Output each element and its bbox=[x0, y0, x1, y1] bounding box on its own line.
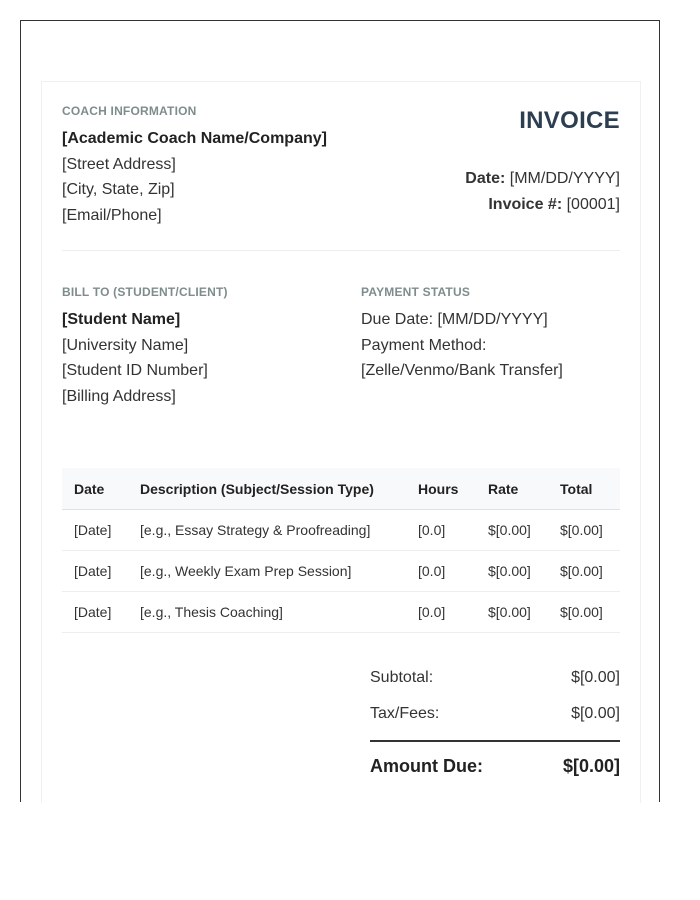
amount-due-label: Amount Due: bbox=[370, 756, 483, 776]
table-row bbox=[62, 510, 620, 551]
invoice-date-label: Date: bbox=[465, 170, 506, 187]
invoice-date bbox=[465, 166, 620, 192]
payment-status-section-label: PAYMENT STATUS bbox=[361, 285, 471, 299]
payment-method-value: [Zelle/Venmo/Bank Transfer] bbox=[361, 362, 563, 380]
invoice-number-value: [00001] bbox=[566, 196, 620, 213]
billing-section bbox=[62, 251, 620, 447]
cell-hours: [0.0] bbox=[406, 551, 476, 592]
table-header-row bbox=[62, 468, 620, 510]
tax-label: Tax/Fees: bbox=[370, 705, 440, 722]
due-date: Due Date: [MM/DD/YYYY] bbox=[361, 311, 548, 328]
invoice-content bbox=[62, 102, 620, 776]
billing-address: [Billing Address] bbox=[62, 387, 176, 405]
payment-status bbox=[361, 285, 563, 384]
university-name: [University Name] bbox=[62, 336, 189, 354]
cell-total: $[0.00] bbox=[548, 551, 620, 592]
coach-city: [City, State, Zip] bbox=[62, 181, 175, 199]
amount-due-row bbox=[370, 754, 620, 778]
column-header-total: Total bbox=[548, 468, 620, 510]
cell-description: [e.g., Thesis Coaching] bbox=[128, 592, 406, 633]
column-header-rate: Rate bbox=[476, 468, 548, 510]
invoice-date-value: [MM/DD/YYYY] bbox=[509, 170, 620, 187]
amount-due-divider bbox=[370, 740, 620, 778]
cell-description: [e.g., Weekly Exam Prep Session] bbox=[128, 551, 406, 592]
cell-rate: $[0.00] bbox=[476, 510, 548, 551]
column-header-hours: Hours bbox=[406, 468, 476, 510]
cell-description: [e.g., Essay Strategy & Proofreading] bbox=[128, 510, 406, 551]
subtotal-label: Subtotal: bbox=[370, 669, 434, 686]
table-row bbox=[62, 551, 620, 592]
invoice-header bbox=[62, 102, 620, 251]
cell-rate: $[0.00] bbox=[476, 551, 548, 592]
tax-row bbox=[370, 704, 620, 724]
column-header-description: Description (Subject/Session Type) bbox=[128, 468, 406, 510]
cell-date: [Date] bbox=[62, 551, 128, 592]
bill-to-section-label: BILL TO (STUDENT/CLIENT) bbox=[62, 285, 228, 299]
cell-total: $[0.00] bbox=[548, 592, 620, 633]
table-row bbox=[62, 592, 620, 633]
subtotal-row bbox=[370, 668, 620, 688]
invoice-meta bbox=[465, 166, 620, 218]
subtotal-value: $[0.00] bbox=[571, 669, 620, 686]
coach-information bbox=[62, 104, 327, 228]
cell-hours: [0.0] bbox=[406, 510, 476, 551]
student-id: [Student ID Number] bbox=[62, 362, 208, 380]
totals-section bbox=[370, 668, 620, 778]
line-items-table bbox=[62, 468, 620, 633]
page-frame bbox=[20, 20, 660, 802]
student-name: [Student Name] bbox=[62, 311, 181, 328]
tax-value: $[0.00] bbox=[571, 705, 620, 722]
coach-street: [Street Address] bbox=[62, 155, 176, 173]
column-header-date: Date bbox=[62, 468, 128, 510]
coach-contact: [Email/Phone] bbox=[62, 206, 162, 224]
invoice-number-label: Invoice #: bbox=[488, 196, 563, 213]
payment-method-label: Payment Method: bbox=[361, 336, 487, 354]
cell-hours: [0.0] bbox=[406, 592, 476, 633]
cell-date: [Date] bbox=[62, 510, 128, 551]
bill-to bbox=[62, 285, 228, 409]
amount-due-value: $[0.00] bbox=[562, 756, 620, 776]
coach-section-label: COACH INFORMATION bbox=[62, 104, 197, 118]
coach-name: [Academic Coach Name/Company] bbox=[62, 130, 327, 147]
cell-total: $[0.00] bbox=[548, 510, 620, 551]
invoice-title: INVOICE bbox=[519, 107, 620, 134]
cell-rate: $[0.00] bbox=[476, 592, 548, 633]
invoice-number bbox=[465, 192, 620, 218]
invoice-document bbox=[41, 81, 641, 803]
cell-date: [Date] bbox=[62, 592, 128, 633]
